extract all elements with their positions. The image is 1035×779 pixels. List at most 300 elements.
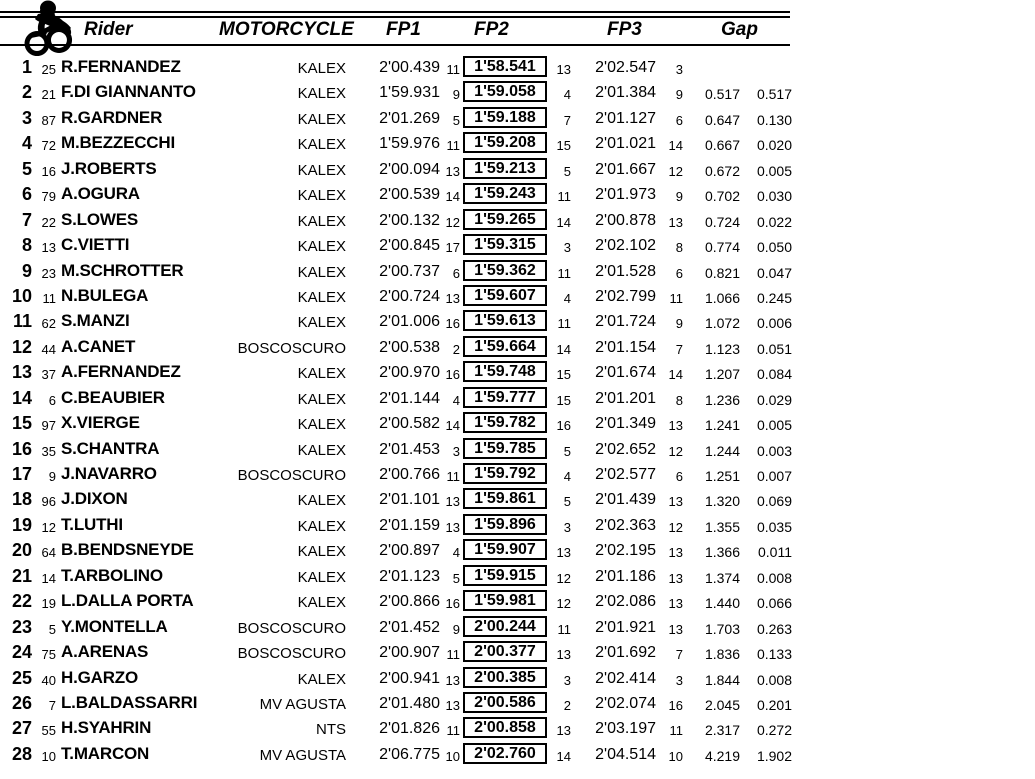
motorcycle-make: KALEX (297, 161, 346, 179)
table-row[interactable] (0, 387, 800, 412)
gap-to-leader: 2.317 (704, 722, 740, 739)
fp1-rank: 5 (452, 570, 460, 586)
bike-number: 64 (41, 545, 56, 561)
fp3-rank: 12 (668, 443, 683, 459)
column-header-fp1: FP1 (386, 19, 421, 40)
bike-number: 9 (48, 469, 56, 484)
bike-number: 23 (41, 265, 56, 281)
fp2-time-best: 1'59.915 (463, 565, 547, 586)
fp2-time-best: 1'59.785 (463, 438, 547, 459)
fp1-rank: 11 (446, 647, 460, 663)
table-row[interactable] (0, 692, 800, 717)
gap-to-leader: 0.517 (704, 86, 740, 103)
fp1-time: 2'01.144 (379, 389, 440, 407)
motorcycle-rider-icon (22, 0, 84, 56)
rider-name: T.MARCON (61, 743, 150, 763)
fp2-rank: 3 (563, 672, 571, 688)
fp3-time: 2'03.197 (595, 720, 656, 738)
fp3-time: 2'01.439 (595, 491, 656, 509)
fp1-rank: 6 (452, 265, 460, 281)
fp3-time: 2'01.724 (595, 313, 656, 331)
bike-number: 19 (41, 596, 56, 612)
fp1-time: 2'01.006 (379, 313, 440, 331)
column-header-rider: Rider (84, 19, 133, 40)
bike-number: 44 (41, 341, 56, 357)
motorcycle-make: BOSCOSCURO (237, 645, 346, 663)
fp3-time: 2'01.674 (595, 364, 656, 382)
fp2-time-best: 1'59.607 (463, 285, 547, 306)
motorcycle-make: KALEX (297, 441, 346, 459)
fp3-time: 2'04.514 (595, 745, 656, 763)
position-number: 16 (11, 438, 32, 459)
fp1-time: 2'01.826 (379, 720, 440, 738)
gap-to-previous: 0.517 (756, 86, 792, 103)
fp1-rank: 16 (445, 316, 460, 332)
fp2-time-best: 1'59.243 (463, 183, 547, 204)
fp1-rank: 4 (452, 392, 460, 408)
fp3-time: 2'01.201 (595, 389, 656, 407)
position-number: 15 (11, 413, 32, 434)
fp1-time: 2'00.582 (379, 415, 440, 433)
fp1-rank: 11 (446, 62, 460, 77)
fp2-rank: 13 (556, 545, 571, 561)
table-row[interactable] (0, 412, 800, 437)
fp1-rank: 2 (452, 341, 460, 357)
motorcycle-make: KALEX (297, 136, 346, 154)
fp2-rank: 2 (563, 697, 571, 713)
fp3-rank: 6 (675, 265, 683, 281)
table-row[interactable] (0, 717, 800, 742)
motorcycle-make: KALEX (297, 594, 346, 612)
gap-to-leader: 0.672 (704, 162, 740, 179)
fp2-time-best: 1'59.213 (463, 158, 547, 179)
fp3-rank: 3 (675, 62, 683, 77)
table-row[interactable] (0, 81, 800, 106)
gap-to-previous: 0.133 (756, 646, 792, 663)
gap-to-leader: 0.647 (704, 111, 740, 128)
column-header-fp3: FP3 (607, 19, 642, 40)
fp2-rank: 4 (563, 290, 571, 306)
bike-number: 5 (48, 621, 56, 637)
rider-name: A.CANET (61, 336, 136, 356)
fp3-time: 2'02.086 (595, 593, 656, 611)
position-number: 23 (11, 616, 32, 637)
fp2-time-best: 1'59.777 (463, 387, 547, 408)
gap-to-previous: 0.020 (756, 137, 792, 154)
position-number: 28 (11, 743, 32, 764)
fp1-time: 2'00.907 (379, 644, 440, 662)
table-row[interactable] (0, 514, 800, 539)
fp2-rank: 16 (556, 418, 571, 434)
fp2-time-best: 1'59.058 (463, 81, 547, 102)
motorcycle-make: KALEX (297, 670, 346, 688)
fp3-rank: 9 (675, 316, 683, 332)
fp1-time: 2'01.101 (379, 491, 440, 509)
motorcycle-make: NTS (316, 721, 346, 739)
gap-to-leader: 1.844 (704, 671, 740, 688)
position-number: 9 (21, 260, 32, 281)
fp2-rank: 3 (563, 240, 571, 256)
fp3-time: 2'01.528 (595, 262, 656, 280)
fp3-rank: 13 (668, 621, 683, 637)
position-number: 11 (12, 311, 32, 332)
rider-name: C.VIETTI (61, 235, 130, 255)
rider-name: R.FERNANDEZ (61, 57, 181, 76)
gap-to-leader: 0.774 (704, 239, 740, 256)
fp3-rank: 9 (675, 189, 683, 205)
fp3-rank: 13 (668, 214, 683, 230)
bike-number: 13 (41, 240, 56, 256)
gap-to-leader: 1.440 (704, 595, 740, 612)
fp2-rank: 15 (556, 392, 571, 408)
fp3-time: 2'01.349 (595, 415, 656, 433)
position-number: 12 (11, 336, 32, 357)
fp3-rank: 8 (675, 240, 683, 256)
motorcycle-make: KALEX (297, 390, 346, 408)
fp3-rank: 13 (668, 545, 683, 561)
motorcycle-make: KALEX (297, 314, 346, 332)
fp3-time: 2'02.577 (595, 466, 656, 483)
rider-name: S.CHANTRA (61, 438, 160, 458)
fp3-time: 2'01.692 (595, 644, 656, 662)
fp3-rank: 14 (668, 138, 683, 154)
gap-to-leader: 1.207 (704, 366, 740, 383)
fp2-rank: 11 (557, 265, 571, 281)
fp2-rank: 5 (563, 163, 571, 179)
motorcycle-make: MV AGUSTA (259, 746, 346, 764)
fp2-time-best: 2'00.385 (463, 667, 547, 688)
gap-to-leader: 1.123 (704, 340, 740, 357)
fp3-rank: 10 (668, 748, 683, 764)
fp2-rank: 14 (556, 214, 571, 230)
position-number: 8 (21, 235, 32, 256)
fp1-time: 2'00.132 (379, 211, 440, 229)
bike-number: 21 (41, 87, 56, 103)
fp3-rank: 13 (668, 418, 683, 434)
table-row[interactable] (0, 158, 800, 183)
gap-to-leader: 1.836 (704, 646, 740, 663)
fp3-time: 2'02.652 (595, 440, 656, 458)
gap-to-previous: 0.003 (756, 442, 792, 459)
motorcycle-make: BOSCOSCURO (237, 619, 346, 637)
gap-to-leader: 0.667 (704, 137, 740, 154)
fp3-time: 2'01.384 (595, 84, 656, 102)
fp3-time: 2'01.127 (595, 109, 656, 127)
fp3-time: 2'02.547 (595, 59, 656, 76)
table-row[interactable] (0, 209, 800, 234)
fp2-time-best: 1'59.362 (463, 260, 547, 281)
bike-number: 25 (41, 62, 56, 77)
fp2-time-best: 2'00.858 (463, 717, 547, 738)
fp1-rank: 13 (445, 494, 460, 510)
gap-to-leader: 0.821 (704, 264, 740, 281)
fp2-time-best: 1'59.981 (463, 590, 547, 611)
table-row[interactable] (0, 361, 800, 386)
fp1-rank: 11 (446, 723, 460, 739)
rider-name: H.GARZO (61, 667, 138, 687)
gap-to-leader: 1.366 (704, 544, 740, 561)
fp3-rank: 13 (668, 494, 683, 510)
fp3-rank: 11 (669, 723, 683, 739)
position-number: 2 (21, 82, 32, 103)
fp1-time: 2'01.269 (379, 109, 440, 127)
gap-to-previous: 0.272 (756, 722, 792, 739)
fp2-time-best: 1'59.782 (463, 412, 547, 433)
gap-to-leader: 4.219 (704, 747, 740, 764)
fp1-rank: 14 (445, 189, 460, 205)
fp2-rank: 13 (556, 723, 571, 739)
fp1-time: 2'00.539 (379, 186, 440, 204)
fp3-rank: 9 (675, 87, 683, 103)
bike-number: 97 (41, 418, 56, 434)
fp2-rank: 13 (556, 647, 571, 663)
gap-to-previous: 0.008 (756, 671, 792, 688)
rider-name: B.BENDSNEYDE (61, 540, 194, 560)
gap-to-leader: 0.702 (704, 188, 740, 205)
table-row[interactable] (0, 565, 800, 590)
fp1-rank: 16 (445, 596, 460, 612)
rider-name: Y.MONTELLA (61, 616, 168, 636)
bike-number: 11 (42, 290, 56, 306)
fp1-time: 2'00.970 (379, 364, 440, 382)
header-rule-top (0, 11, 790, 13)
results-table-body (0, 56, 800, 768)
gap-to-leader: 1.072 (704, 315, 740, 332)
gap-to-leader: 1.355 (704, 518, 740, 535)
rider-name: T.LUTHI (61, 514, 123, 534)
fp1-rank: 13 (445, 697, 460, 713)
motorcycle-make: KALEX (297, 187, 346, 205)
rider-name: F.DI GIANNANTO (61, 82, 196, 102)
fp2-time-best: 1'59.315 (463, 234, 547, 255)
fp3-rank: 12 (668, 519, 683, 535)
fp2-time-best: 1'59.265 (463, 209, 547, 230)
gap-to-previous: 0.050 (756, 239, 792, 256)
bike-number: 22 (41, 214, 56, 230)
fp1-time: 2'00.845 (379, 237, 440, 255)
fp3-time: 2'02.414 (595, 669, 656, 687)
fp3-time: 2'02.363 (595, 516, 656, 534)
fp1-time: 2'00.538 (379, 338, 440, 356)
fp3-rank: 7 (675, 647, 683, 663)
fp2-rank: 11 (557, 316, 571, 332)
table-row[interactable] (0, 641, 800, 666)
fp2-time-best: 1'59.792 (463, 463, 547, 484)
fp1-time: 2'01.452 (379, 618, 440, 636)
fp3-time: 2'01.021 (595, 135, 656, 153)
fp2-rank: 4 (563, 87, 571, 103)
motorcycle-make: BOSCOSCURO (237, 467, 346, 484)
rider-name: M.SCHROTTER (61, 260, 184, 280)
position-number: 25 (11, 667, 32, 688)
motorcycle-make: KALEX (297, 288, 346, 306)
table-row[interactable] (0, 743, 800, 768)
fp2-time-best: 1'58.541 (463, 56, 547, 77)
fp2-rank: 5 (563, 494, 571, 510)
bike-number: 10 (41, 748, 56, 764)
position-number: 21 (11, 565, 32, 586)
motorcycle-make: KALEX (297, 568, 346, 586)
fp1-rank: 14 (445, 418, 460, 434)
fp2-time-best: 1'59.188 (463, 107, 547, 128)
position-number: 3 (21, 107, 32, 128)
fp2-time-best: 1'59.896 (463, 514, 547, 535)
table-row[interactable] (0, 438, 800, 463)
table-row[interactable] (0, 56, 800, 81)
position-number: 20 (11, 540, 32, 561)
table-row[interactable] (0, 234, 800, 259)
fp1-rank: 3 (452, 443, 460, 459)
fp2-rank: 3 (563, 519, 571, 535)
position-number: 13 (11, 362, 32, 383)
gap-to-previous: 0.005 (756, 162, 792, 179)
rider-name: M.BEZZECCHI (61, 133, 175, 153)
fp1-time: 2'01.453 (379, 440, 440, 458)
gap-to-leader: 1.703 (704, 620, 740, 637)
gap-to-previous: 0.006 (756, 315, 792, 332)
fp1-time: 2'00.094 (379, 160, 440, 178)
table-row[interactable] (0, 590, 800, 615)
fp3-time: 2'01.186 (595, 567, 656, 585)
motorcycle-make: KALEX (297, 263, 346, 281)
table-row[interactable] (0, 463, 800, 488)
fp2-time-best: 1'59.208 (463, 132, 547, 153)
fp3-time: 2'02.799 (595, 287, 656, 305)
fp1-rank: 13 (445, 163, 460, 179)
gap-to-previous: 0.035 (756, 518, 792, 535)
table-row[interactable] (0, 285, 800, 310)
motorcycle-make: KALEX (297, 517, 346, 535)
rider-name: A.FERNANDEZ (61, 362, 181, 382)
fp1-time: 2'00.897 (379, 542, 440, 560)
table-row[interactable] (0, 336, 800, 361)
table-row[interactable] (0, 488, 800, 513)
fp2-rank: 5 (563, 443, 571, 459)
gap-to-leader: 1.320 (704, 493, 740, 510)
gap-to-previous: 0.022 (756, 213, 792, 230)
motorcycle-make: KALEX (297, 365, 346, 383)
position-number: 10 (11, 285, 32, 306)
header-rule-bottom (0, 44, 790, 46)
gap-to-previous: 0.011 (758, 544, 792, 561)
table-row[interactable] (0, 260, 800, 285)
motorcycle-make: KALEX (297, 543, 346, 561)
bike-number: 12 (41, 519, 56, 535)
fp1-rank: 9 (452, 621, 460, 637)
fp1-rank: 16 (445, 367, 460, 383)
rider-name: L.DALLA PORTA (61, 591, 194, 611)
gap-to-previous: 0.066 (756, 595, 792, 612)
gap-to-previous: 0.030 (756, 188, 792, 205)
bike-number: 72 (41, 138, 56, 154)
fp2-rank: 15 (556, 138, 571, 154)
gap-to-previous: 0.263 (756, 620, 792, 637)
table-row[interactable] (0, 539, 800, 564)
fp2-time-best: 1'59.907 (463, 539, 547, 560)
rider-name: J.ROBERTS (61, 158, 157, 178)
fp1-time: 2'00.766 (379, 466, 440, 483)
table-row[interactable] (0, 132, 800, 157)
fp1-rank: 12 (445, 214, 460, 230)
motorcycle-make: KALEX (297, 416, 346, 434)
fp3-rank: 6 (675, 112, 683, 128)
rider-name: R.GARDNER (61, 107, 163, 127)
table-row[interactable] (0, 183, 800, 208)
fp1-time: 2'01.123 (379, 567, 440, 585)
fp2-rank: 7 (563, 112, 571, 128)
fp1-time: 1'59.931 (379, 84, 440, 102)
gap-to-leader: 1.066 (704, 289, 740, 306)
bike-number: 96 (41, 494, 56, 510)
rider-name: L.BALDASSARRI (61, 692, 198, 712)
fp1-time: 2'00.941 (379, 669, 440, 687)
fp3-rank: 3 (675, 672, 683, 688)
bike-number: 79 (41, 189, 56, 205)
gap-to-previous: 0.008 (756, 569, 792, 586)
fp3-rank: 12 (668, 163, 683, 179)
fp2-time-best: 2'00.586 (463, 692, 547, 713)
bike-number: 62 (41, 316, 56, 332)
rider-name: J.DIXON (61, 489, 128, 509)
table-row[interactable] (0, 107, 800, 132)
fp1-rank: 4 (452, 545, 460, 561)
table-row[interactable] (0, 667, 800, 692)
motorcycle-make: MV AGUSTA (259, 695, 346, 713)
fp1-rank: 5 (452, 112, 460, 128)
table-row[interactable] (0, 616, 800, 641)
gap-to-previous: 0.069 (756, 493, 792, 510)
fp2-time-best: 1'59.861 (463, 488, 547, 509)
column-header-motorcycle: MOTORCYCLE (219, 19, 354, 40)
position-number: 1 (21, 57, 32, 77)
table-row[interactable] (0, 310, 800, 335)
gap-to-leader: 1.374 (704, 569, 740, 586)
fp3-rank: 13 (668, 570, 683, 586)
bike-number: 14 (41, 570, 56, 586)
fp2-time-best: 2'00.244 (463, 616, 547, 637)
gap-to-previous: 0.245 (756, 289, 792, 306)
position-number: 5 (21, 158, 32, 179)
fp1-rank: 13 (445, 672, 460, 688)
bike-number: 16 (41, 163, 56, 179)
fp3-rank: 6 (675, 469, 683, 484)
fp1-time: 2'00.724 (379, 287, 440, 305)
table-header (0, 17, 800, 44)
position-number: 4 (21, 133, 32, 154)
bike-number: 87 (41, 112, 56, 128)
fp3-time: 2'01.667 (595, 160, 656, 178)
fp3-time: 2'01.154 (595, 338, 656, 356)
rider-name: S.MANZI (61, 311, 130, 331)
gap-to-previous: 0.007 (756, 468, 792, 484)
motorcycle-make: KALEX (297, 492, 346, 510)
fp2-time-best: 1'59.664 (463, 336, 547, 357)
motorcycle-make: KALEX (297, 238, 346, 256)
fp3-time: 2'02.195 (595, 542, 656, 560)
motorcycle-make: KALEX (297, 60, 346, 77)
motorcycle-make: BOSCOSCURO (237, 339, 346, 357)
rider-name: H.SYAHRIN (61, 718, 152, 738)
fp2-rank: 4 (563, 469, 571, 484)
position-number: 26 (11, 692, 32, 713)
position-number: 19 (11, 514, 32, 535)
position-number: 24 (11, 642, 32, 663)
rider-name: S.LOWES (61, 209, 138, 229)
column-header-fp2: FP2 (474, 19, 509, 40)
motorcycle-make: KALEX (297, 85, 346, 103)
fp3-rank: 14 (668, 367, 683, 383)
fp1-time: 2'06.775 (379, 745, 440, 763)
